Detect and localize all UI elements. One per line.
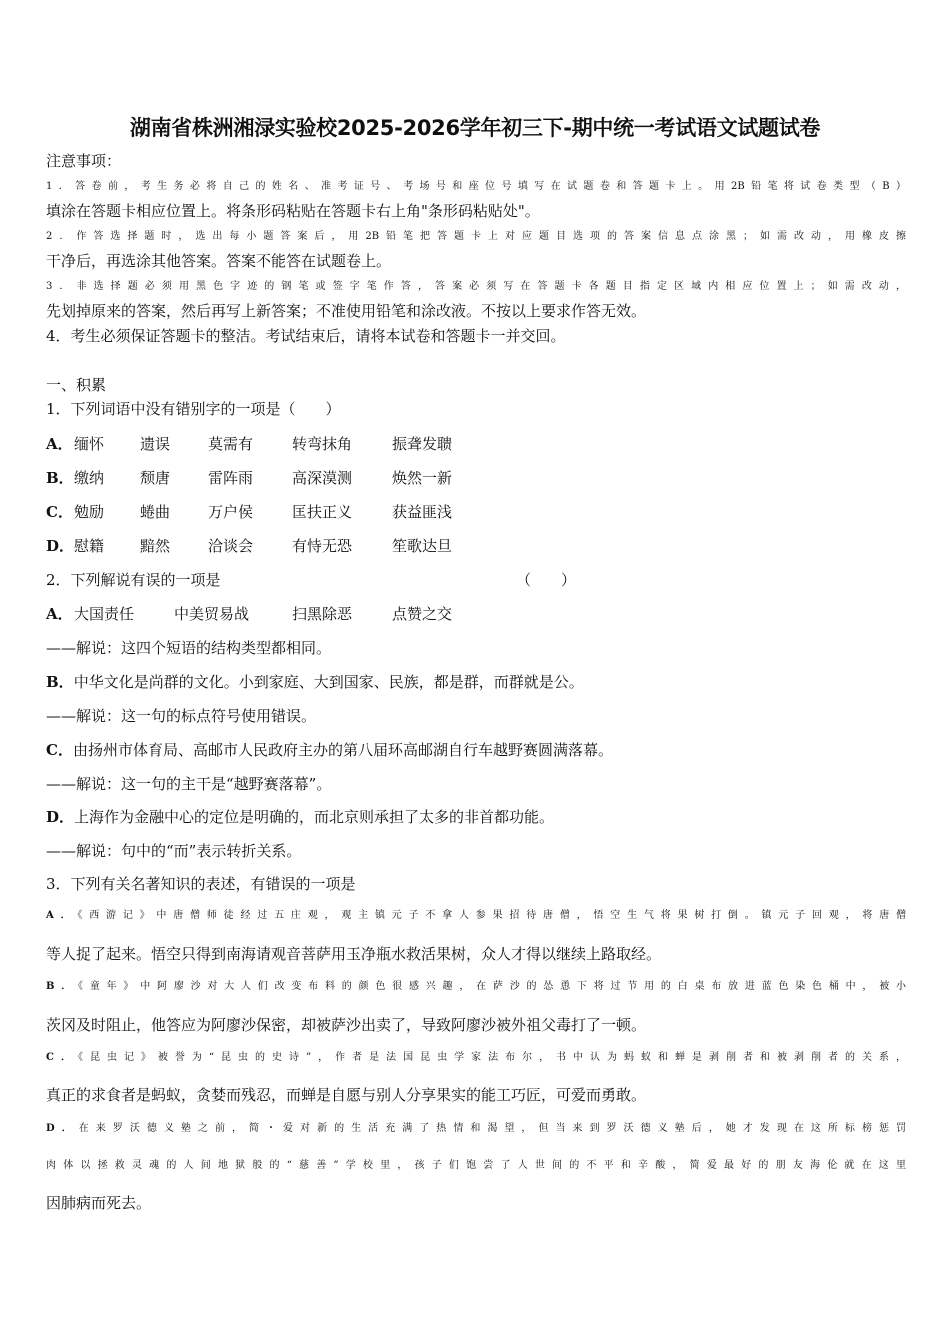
option-word: 雷阵雨 [208, 469, 254, 487]
q2-option-b [46, 671, 584, 693]
option-word: 高深漠测 [292, 469, 353, 487]
q2-answer-paren: （ ） [516, 571, 577, 589]
option-word: 匡扶正义 [292, 503, 353, 521]
option-label: D． [46, 1123, 79, 1134]
q2-explanation: ——解说：这一句的标点符号使用错误。 [46, 707, 317, 725]
option-label: A． [46, 910, 78, 921]
q3-option-c-cont: 真正的求食者是蚂蚁，贪婪而残忍，而蝉是自愿与别人分享果实的能工巧匠，可爱而勇敢。 [46, 1086, 647, 1104]
option-label: A． [46, 435, 73, 453]
q3-option-d-cont: 肉体以拯救灵魂的人间地狱般的“慈善”学校里，孩子们饱尝了人世间的不平和辛酸，简爱最好的朋友海伦就在这里 [46, 1160, 906, 1171]
q3-option-c [46, 1047, 906, 1069]
option-label: B． [46, 981, 79, 992]
option-word: 有恃无恐 [292, 537, 353, 555]
notice-heading: 注意事项： [46, 152, 122, 170]
notice-line: 2．作答选择题时，选出每小题答案后，用2B铅笔把答题卡上对应题目选项的答案信息点涂黑；如需改动，用橡皮擦 [46, 231, 906, 242]
q3-option-d-cont: 因肺病而死去。 [46, 1194, 152, 1212]
option-word: 中美贸易战 [174, 605, 250, 623]
notice-line: 先划掉原来的答案，然后再写上新答案；不准使用铅笔和涂改液。不按以上要求作答无效。 [46, 302, 647, 320]
q1-stem: 1．下列词语中没有错别字的一项是（ ） [46, 400, 341, 418]
option-word: 蜷曲 [140, 503, 171, 521]
option-text: 上海作为金融中心的定位是明确的，而北京则承担了太多的非首都功能。 [74, 808, 555, 826]
option-label: A． [46, 605, 73, 623]
section-heading: 一、积累 [46, 376, 107, 394]
option-text: 中华文化是尚群的文化。小到家庭、大到国家、民族，都是群，而群就是公。 [73, 673, 584, 691]
notice-line: 填涂在答题卡相应位置上。将条形码粘贴在答题卡右上角"条形码粘贴处"。 [46, 202, 540, 220]
option-text: 《昆虫记》被誉为“昆虫的史诗”，作者是法国昆虫学家法布尔，书中认为蚂蚁和蝉是剥削者和被剥削者的关系， [77, 1052, 906, 1063]
q2-explanation: ——解说：这一句的主干是“越野赛落幕”。 [46, 775, 332, 793]
option-word: 慰籍 [74, 537, 105, 555]
option-text: 在来罗沃德义塾之前，简・爱对新的生活充满了热情和渴望，但当来到罗沃德义塾后，她才发现在这所标榜惩罚 [78, 1123, 907, 1134]
q3-option-b-cont: 茨冈及时阻止，他答应为阿廖沙保密，却被萨沙出卖了，导致阿廖沙被外祖父毒打了一顿。 [46, 1016, 647, 1034]
q3-option-b [46, 976, 906, 998]
q2-explanation: ——解说：这四个短语的结构类型都相同。 [46, 639, 332, 657]
notice-line: 1．答卷前，考生务必将自己的姓名、准考证号、考场号和座位号填写在试题卷和答题卡上。用2B铅笔将试卷类型（B） [46, 181, 906, 192]
q2-option-d [46, 806, 554, 828]
q2-explanation: ——解说：句中的“而”表示转折关系。 [46, 842, 302, 860]
notice-line: 3．非选择题必须用黑色字迹的钢笔或签字笔作答，答案必须写在答题卡各题目指定区域内相应位置上；如需改动， [46, 281, 906, 292]
option-label: D． [46, 808, 75, 826]
option-label: B． [46, 673, 74, 691]
option-label: C． [46, 1052, 78, 1063]
option-word: 黯然 [140, 537, 171, 555]
option-word: 获益匪浅 [392, 503, 453, 521]
q3-stem: 3．下列有关名著知识的表述，有错误的一项是 [46, 875, 356, 893]
option-text: 《童年》中阿廖沙对大人们改变布料的颜色很感兴趣，在萨沙的怂恿下将过节用的白桌布放进蓝色染色桶中，被小 [78, 981, 907, 992]
option-word: 焕然一新 [392, 469, 453, 487]
option-word: 扫黑除恶 [292, 605, 353, 623]
option-word: 笙歌达旦 [392, 537, 453, 555]
option-word: 颓唐 [140, 469, 171, 487]
q3-option-d [46, 1118, 906, 1140]
option-word: 莫需有 [208, 435, 254, 453]
q2-stem: 2．下列解说有误的一项是 [46, 571, 221, 589]
q3-option-a-cont: 等人捉了起来。悟空只得到南海请观音菩萨用玉净瓶水救活果树，众人才得以继续上路取经。 [46, 945, 662, 963]
option-text: 由扬州市体育局、高邮市人民政府主办的第八届环高邮湖自行车越野赛圆满落幕。 [72, 741, 613, 759]
option-word: 遗误 [140, 435, 171, 453]
option-label: C． [46, 741, 73, 759]
notice-line: 干净后，再选涂其他答案。答案不能答在试题卷上。 [46, 252, 392, 270]
option-word: 缴纳 [74, 469, 105, 487]
option-word: 万户侯 [208, 503, 254, 521]
option-word: 振聋发聩 [392, 435, 453, 453]
option-word: 转弯抹角 [292, 435, 353, 453]
option-word: 缅怀 [74, 435, 105, 453]
option-word: 点赞之交 [392, 605, 453, 623]
exam-title: 湖南省株洲湘渌实验校2025-2026学年初三下-期中统一考试语文试题试卷 [129, 116, 821, 140]
option-word: 洽谈会 [208, 537, 254, 555]
option-label: B． [46, 469, 74, 487]
option-label: C． [46, 503, 73, 521]
notice-line: 4．考生必须保证答题卡的整洁。考试结束后，请将本试卷和答题卡一并交回。 [46, 327, 566, 345]
q2-option-c [46, 739, 613, 761]
option-word: 大国责任 [74, 605, 135, 623]
q3-option-a [46, 905, 906, 927]
option-text: 《西游记》中唐僧师徒经过五庄观，观主镇元子不拿人参果招待唐僧，悟空生气将果树打倒。镇元子回观，将唐僧 [77, 910, 907, 921]
option-word: 勉励 [74, 503, 105, 521]
option-label: D． [46, 537, 75, 555]
